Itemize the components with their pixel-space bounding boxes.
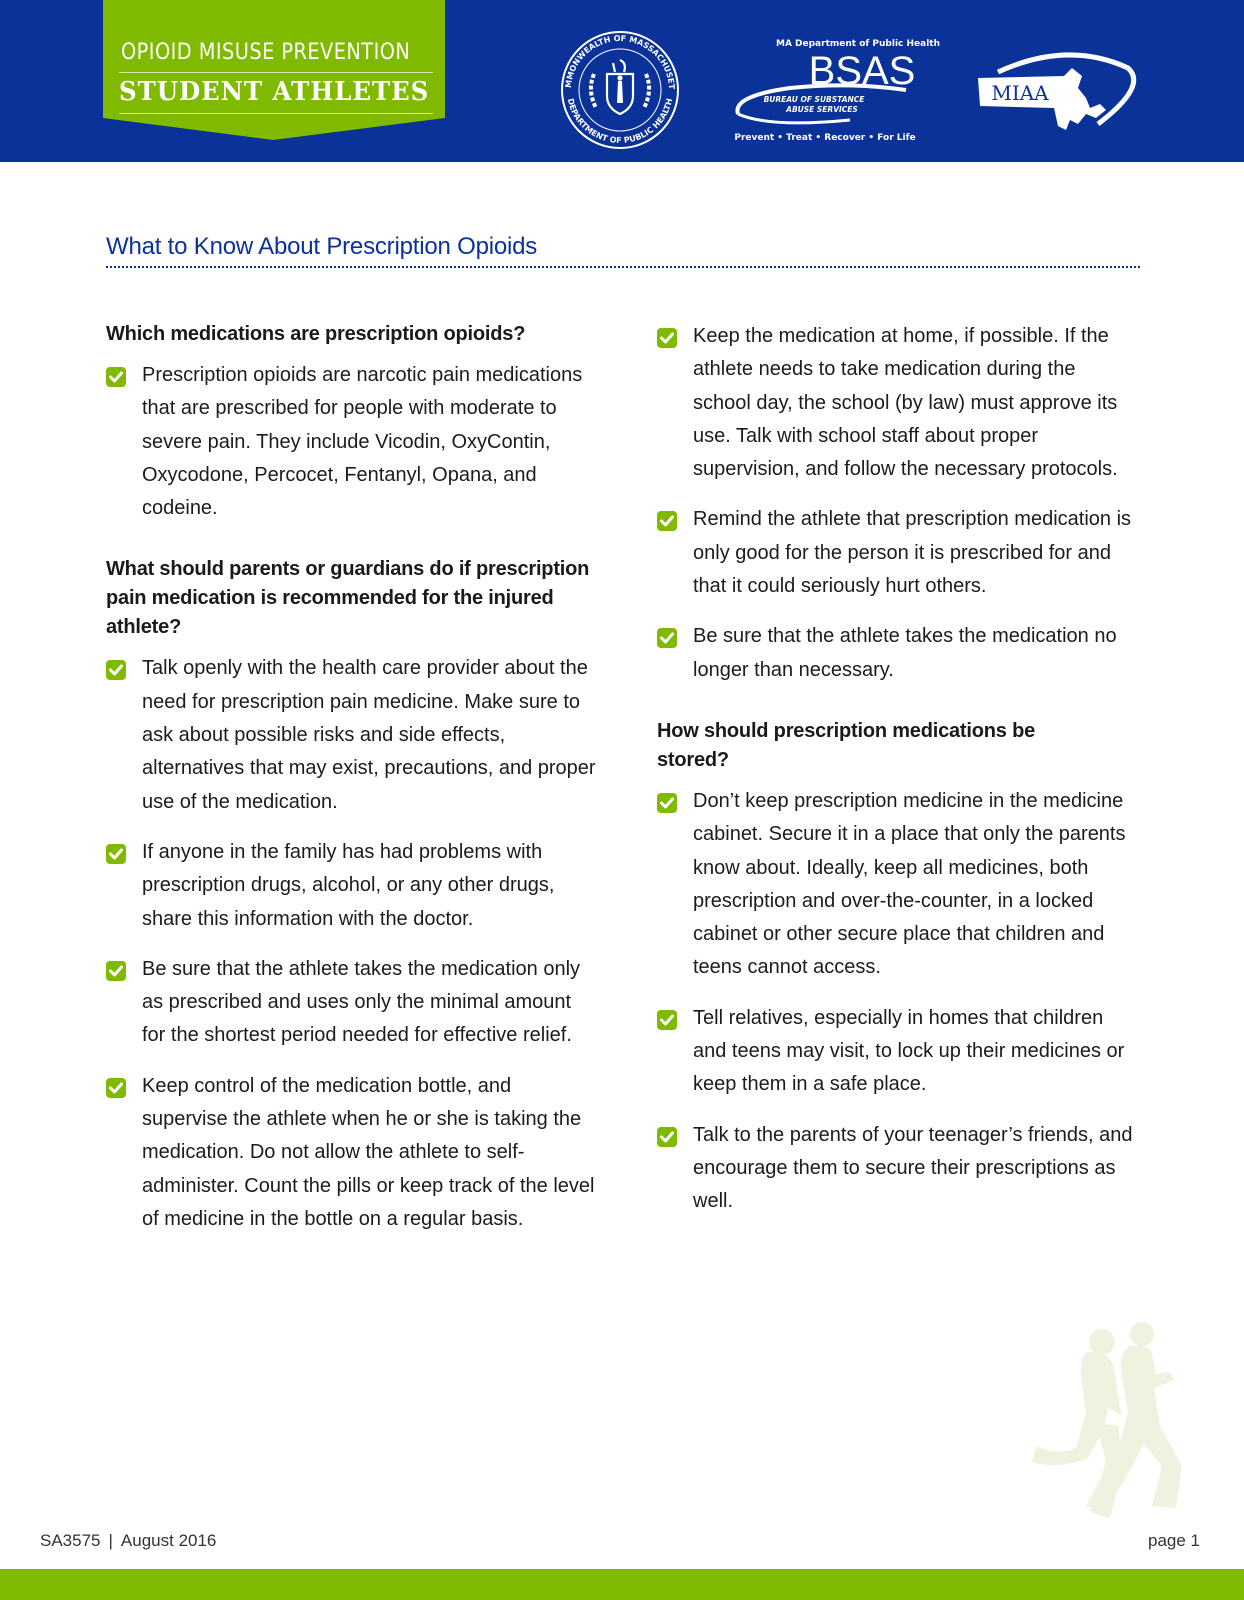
list-item <box>106 652 596 818</box>
list-item-text: Talk openly with the health care provider about the need for prescription pain medicine. Make sure to ask about possible risks and side effects, alternatives that may exist, precautions, and proper use of the medication. <box>142 657 596 813</box>
page-title: What to Know About Prescription Opioids <box>106 233 538 260</box>
seal-ring-bottom-text: DEPARTMENT OF PUBLIC HEALTH <box>565 97 675 146</box>
title-divider <box>106 266 1140 268</box>
list-item-text: Don’t keep prescription medicine in the medicine cabinet. Secure it in a place that only the parents know about. Ideally, keep all medicines, both prescription and over-the-counter, in a locked cabinet or other secure place that children and teens cannot access. <box>693 789 1126 979</box>
list-item-text: If anyone in the family has had problems with prescription drugs, alcohol, or any other drugs, share this information with the doctor. <box>142 840 555 930</box>
footer-bar <box>0 1569 1244 1600</box>
footer-document-info <box>40 1531 216 1551</box>
seal-ring-top-text: MMONWEALTH OF MASSACHUSET <box>563 33 677 90</box>
banner-shape <box>103 0 445 142</box>
list-item <box>657 1119 1137 1219</box>
checkmark-icon <box>106 1078 126 1098</box>
section-which-medications <box>106 320 596 525</box>
footer-separator: | <box>108 1531 113 1550</box>
miaa-text: MIAA <box>991 81 1049 105</box>
list-item <box>106 359 596 525</box>
banner-rule <box>119 113 433 114</box>
list-item-text: Keep the medication at home, if possible. If the athlete needs to take medication during the school day, the school (by law) must approve its use. Talk with school staff about proper supervision, and follow the necessary protocols. <box>693 325 1118 481</box>
list-item-text: Tell relatives, especially in homes that children and teens may visit, to lock up their medicines or keep them in a safe place. <box>693 1006 1125 1096</box>
checkmark-icon <box>657 628 677 648</box>
program-banner <box>103 0 445 142</box>
list-item-text: Be sure that the athlete takes the medication no longer than necessary. <box>693 625 1117 681</box>
checkmark-icon <box>657 793 677 813</box>
section-question: What should parents or guardians do if prescription pain medication is recommended for the injured athlete? <box>106 558 590 639</box>
list-item-text: Prescription opioids are narcotic pain medications that are prescribed for people with moderate to severe pain. They include Vicodin, OxyContin, Oxycodone, Percocet, Fentanyl, Opana, and codeine. <box>142 364 583 520</box>
checkmark-icon <box>657 511 677 531</box>
checkmark-icon <box>106 660 126 680</box>
checkmark-icon <box>106 961 126 981</box>
right-column <box>657 320 1137 1236</box>
list-item <box>657 785 1137 985</box>
bsas-sub-text-1: BUREAU OF SUBSTANCE <box>763 95 865 104</box>
section-question: Which medications are prescription opioids? <box>106 323 526 345</box>
section-parents-guardians <box>106 555 596 1236</box>
checkmark-icon <box>657 1010 677 1030</box>
banner-rule <box>119 72 433 73</box>
list-item <box>657 503 1137 603</box>
bsas-logo <box>730 36 941 148</box>
list-item-text: Talk to the parents of your teenager’s friends, and encourage them to secure their prescriptions as well. <box>693 1123 1133 1213</box>
list-item-text: Keep control of the medication bottle, and supervise the athlete when he or she is taking the medication. Do not allow the athlete to self-administer. Count the pills or keep track of the level of medicine in the bottle on a regular basis. <box>142 1074 595 1230</box>
list-item <box>106 836 596 936</box>
list-item <box>657 320 1137 486</box>
miaa-logo <box>978 46 1142 138</box>
bsas-main-text: BSAS <box>808 49 916 93</box>
section-question: How should prescription medications be stored? <box>657 719 1036 771</box>
header-band <box>0 0 1244 162</box>
checkmark-icon <box>106 844 126 864</box>
checkmark-icon <box>657 1127 677 1147</box>
document-date: August 2016 <box>120 1531 217 1550</box>
list-item <box>657 1002 1137 1102</box>
list-item-text: Remind the athlete that prescription medication is only good for the person it is prescribed for and that it could seriously hurt others. <box>693 508 1132 598</box>
left-column <box>106 320 596 1253</box>
list-item-text: Be sure that the athlete takes the medication only as prescribed and uses only the minimal amount for the shortest period needed for effective relief. <box>142 957 581 1047</box>
list-item <box>106 953 596 1053</box>
continued-list <box>657 320 1137 687</box>
runners-silhouette-icon <box>1026 1316 1206 1531</box>
banner-line-1: OPIOID MISUSE PREVENTION <box>121 40 411 65</box>
banner-line-2: STUDENT ATHLETES <box>119 77 430 107</box>
checkmark-icon <box>657 328 677 348</box>
bsas-tagline: Prevent • Treat • Recover • For Life <box>734 133 916 143</box>
list-item <box>657 620 1137 687</box>
page-number: page 1 <box>1148 1531 1200 1550</box>
state-seal-icon <box>560 30 680 150</box>
bsas-top-text: MA Department of Public Health <box>775 39 941 49</box>
list-item <box>106 1070 596 1236</box>
section-storage <box>657 717 1137 1219</box>
document-code: SA3575 <box>40 1531 101 1550</box>
checkmark-icon <box>106 367 126 387</box>
bsas-sub-text-2: ABUSE SERVICES <box>786 105 858 114</box>
